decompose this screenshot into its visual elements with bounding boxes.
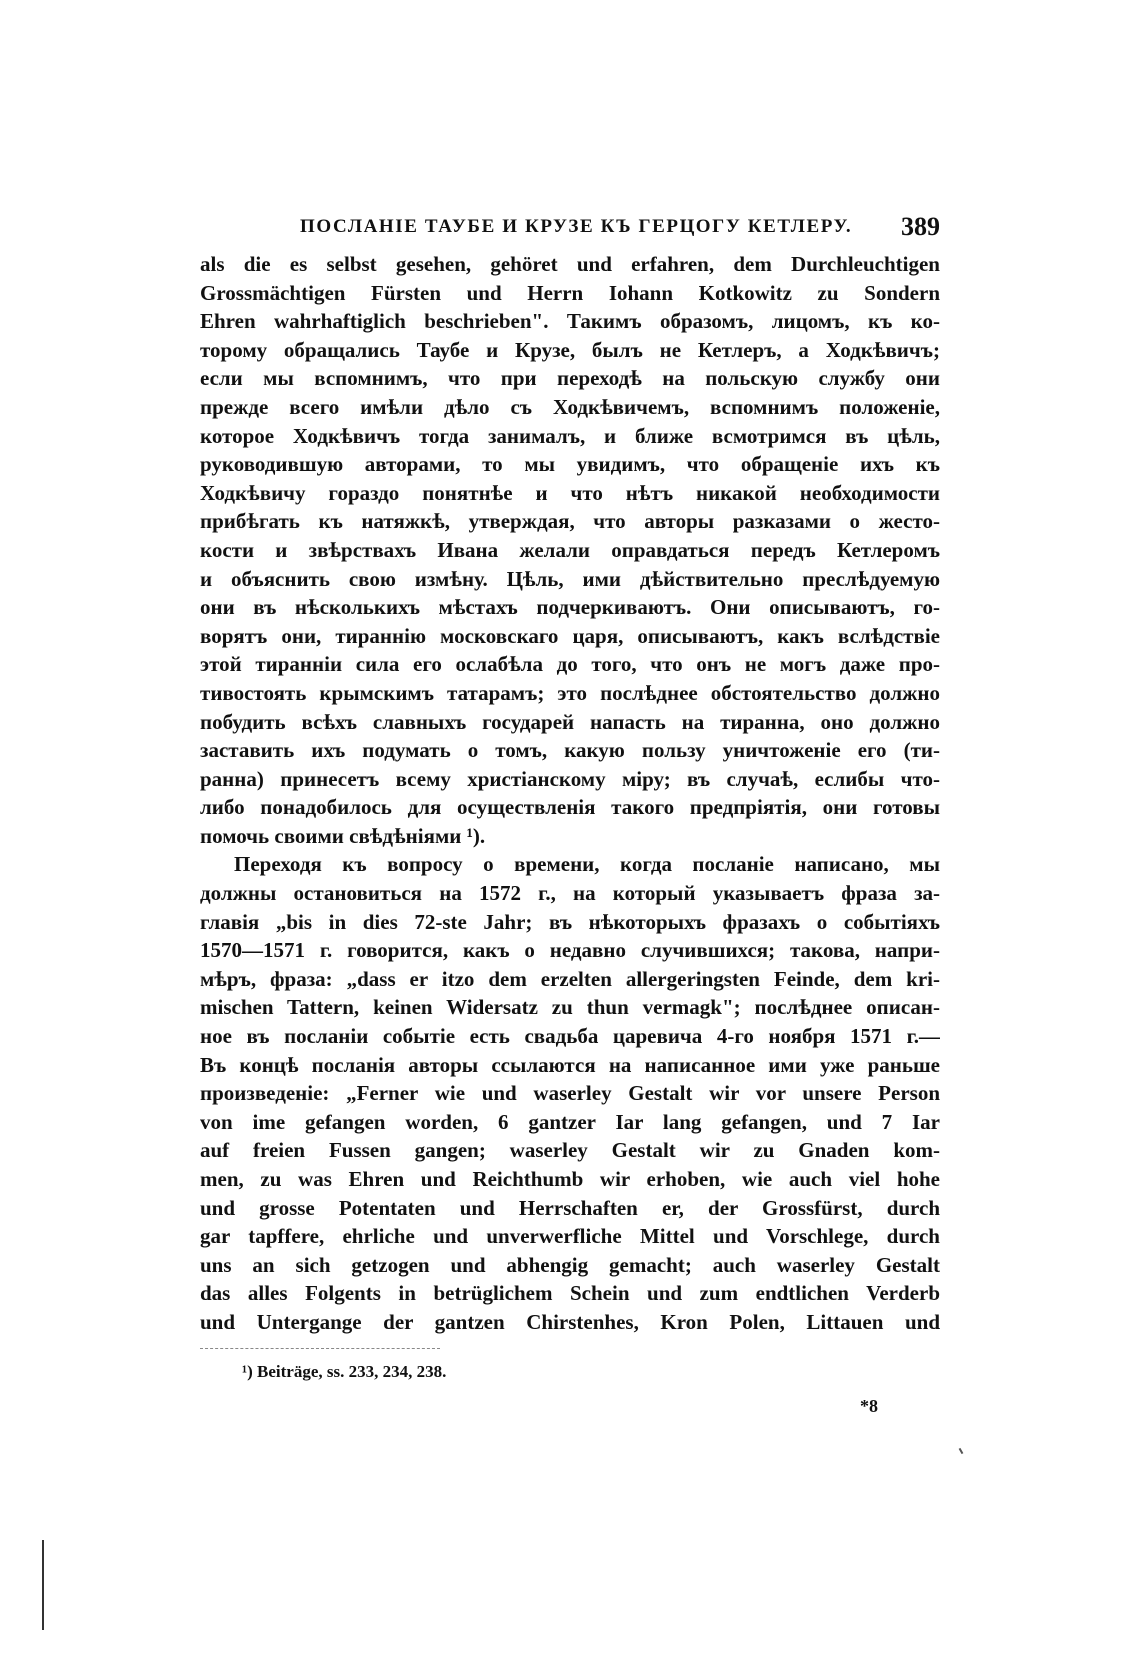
text-line: als die es selbst gesehen, gehöret und erfahren, dem Durchleuchtigen (200, 252, 940, 276)
running-title: ПОСЛАНІЕ ТАУБЕ И КРУЗЕ КЪ ГЕРЦОГУ КЕТЛЕРУ. (300, 216, 853, 237)
text-line: das alles Folgents in betrüglichem Schein und zum endtlichen Verderb (200, 1281, 940, 1306)
text-line: либо понадобилось для осуществленія такого предпріятія, они готовы (200, 795, 940, 820)
text-line: und Untergange der gantzen Chirstenhes, Kron Polen, Littauen und (200, 1309, 940, 1334)
body-text (200, 250, 940, 1337)
footnote-text: Beiträge, ss. 233, 234, 238. (257, 1362, 447, 1381)
text-line: если мы вспомнимъ, что при переходѣ на польскую службу они (200, 366, 940, 391)
text-line: побудить всѣхъ славныхъ государей напасть на тиранна, оно должно (200, 709, 940, 734)
text-line: Ходкѣвичу гораздо понятнѣе и что нѣтъ никакой необходимости (200, 480, 940, 505)
text-line: и объяснить свою измѣну. Цѣль, ими дѣйствительно преслѣдуемую (200, 566, 940, 591)
text-line: они въ нѣсколькихъ мѣстахъ подчеркиваютъ. Они описываютъ, го- (200, 595, 940, 620)
margin-line (42, 1540, 44, 1630)
text-line: произведеніе: „Ferner wie und waserley Gestalt wir vor unsere Person (200, 1081, 940, 1106)
text-line: этой тиранніи сила его ослабѣла до того, что онъ не могъ даже про- (200, 652, 940, 677)
page-number: 389 (901, 212, 940, 241)
text-line: заставить ихъ подумать о томъ, какую пользу уничтоженіе его (ти- (200, 738, 940, 763)
running-head (200, 212, 940, 246)
text-line: Grossmächtigen Fürsten und Herrn Iohann Kotkowitz zu Sondern (200, 280, 940, 305)
text-line: должны остановиться на 1572 г., на который указываетъ фраза за- (200, 881, 940, 906)
text-line: прибѣгать къ натяжкѣ, утверждая, что авторы разказами о жесто- (200, 509, 940, 534)
text-line: uns an sich getzogen und abhengig gemacht; auch waserley Gestalt (200, 1252, 940, 1277)
text-line: mischen Tattern, keinen Widersatz zu thun vermagk"; послѣднее описан- (200, 995, 940, 1020)
text-line: мѣръ, фраза: „dass er itzo dem erzelten allergeringsten Feinde, dem kri- (200, 966, 940, 991)
scan-speck (959, 1448, 964, 1454)
footnote-rule (200, 1348, 440, 1349)
text-line: und grosse Potentaten und Herrschaften er, der Grossfürst, durch (200, 1195, 940, 1220)
footnote-marker: ¹) (242, 1362, 253, 1381)
text-line: von ime gefangen worden, 6 gantzer Iar lang gefangen, und 7 Iar (200, 1109, 940, 1134)
text-line: ранна) принесетъ всему христіанскому міру; въ случаѣ, еслибы что- (200, 766, 940, 791)
footnote (242, 1362, 446, 1382)
text-line: ное въ посланіи событіе есть свадьба царевича 4-го ноября 1571 г.— (200, 1024, 940, 1049)
paragraph-start-line: Переходя къ вопросу о времени, когда посланіе написано, мы (234, 852, 940, 877)
text-line: главія „bis in dies 72-ste Jahr; въ нѣкоторыхъ фразахъ о событіяхъ (200, 909, 940, 934)
text-line: руководившую авторами, то мы увидимъ, что обращеніе ихъ къ (200, 452, 940, 477)
text-line: gar tapffere, ehrliche und unverwerfliche Mittel und Vorschlege, durch (200, 1224, 940, 1249)
text-line: кости и звѣрствахъ Ивана желали оправдаться передъ Кетлеромъ (200, 537, 940, 562)
text-line: прежде всего имѣли дѣло съ Ходкѣвичемъ, вспомнимъ положеніе, (200, 394, 940, 419)
text-line: Въ концѣ посланія авторы ссылаются на написанное ими уже раньше (200, 1052, 940, 1077)
text-line: тивостоять крымскимъ татарамъ; это послѣднее обстоятельство должно (200, 680, 940, 705)
text-line: 1570—1571 г. говорится, какъ о недавно случившихся; такова, напри- (200, 938, 940, 963)
text-line: Ehren wahrhaftiglich beschrieben". Такимъ образомъ, лицомъ, къ ко- (200, 309, 940, 334)
text-line: men, zu was Ehren und Reichthumb wir erhoben, wie auch viel hohe (200, 1167, 940, 1191)
text-line: торому обращались Таубе и Крузе, былъ не Кетлеръ, а Ходкѣвичъ; (200, 337, 940, 362)
text-line: которое Ходкѣвичъ тогда занималъ, и ближе всмотримся въ цѣль, (200, 423, 940, 448)
text-line: auf freien Fussen gangen; waserley Gestalt wir zu Gnaden kom- (200, 1138, 940, 1163)
text-line: ворятъ они, тираннію московскаго царя, описываютъ, какъ вслѣдствіе (200, 623, 940, 648)
paragraph-end-line: помочь своими свѣдѣніями ¹). (200, 823, 486, 848)
signature-mark: *8 (860, 1396, 878, 1416)
